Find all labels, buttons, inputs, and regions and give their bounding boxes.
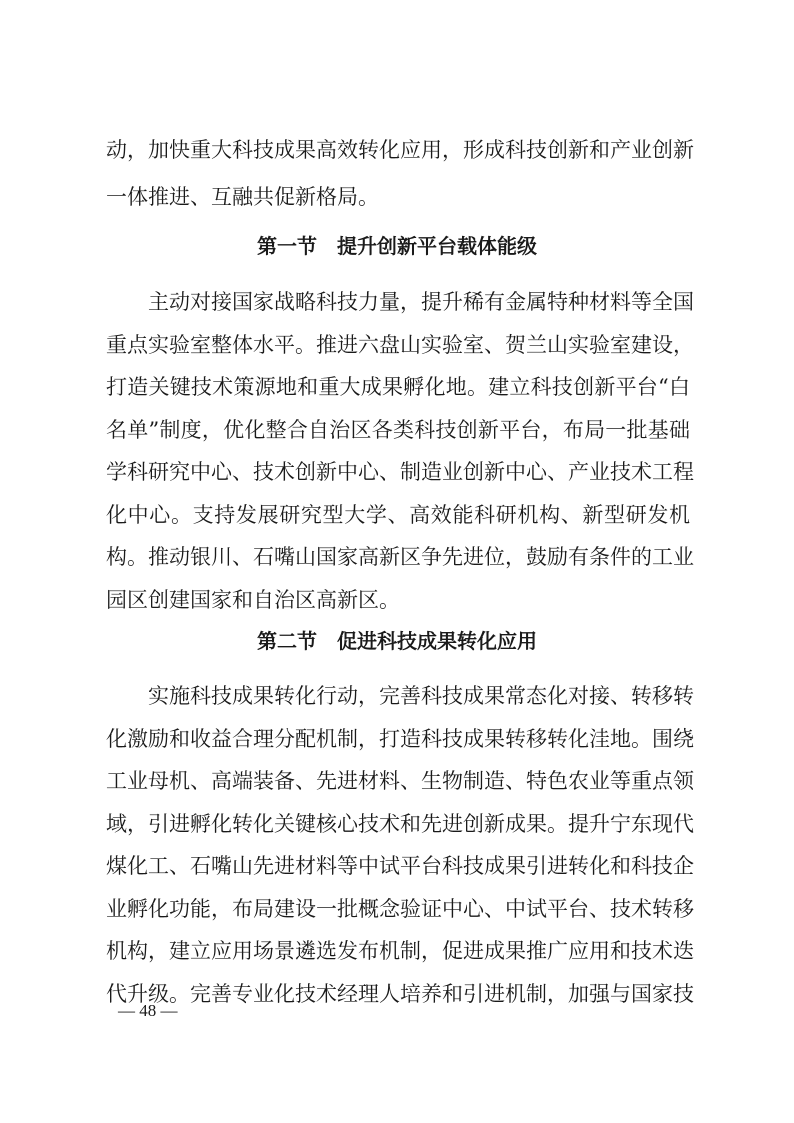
- intro-line: 动，加快重大科技成果高效转化应用，形成科技创新和产业创新: [106, 138, 694, 162]
- paragraph-line: 机构，建立应用场景遴选发布机制，促进成果推广应用和技术迭: [106, 939, 694, 963]
- paragraph-line: 名单”制度，优化整合自治区各类科技创新平台，布局一批基础: [106, 418, 690, 442]
- paragraph-line: 学科研究中心、技术创新中心、制造业创新中心、产业技术工程: [106, 460, 694, 484]
- paragraph-line: 业孵化功能，布局建设一批概念验证中心、中试平台、技术转移: [106, 897, 694, 921]
- section-heading-2: 第二节 促进科技成果转化应用: [257, 629, 537, 653]
- paragraph-line: 域，引进孵化转化关键核心技术和先进创新成果。提升宁东现代: [106, 812, 694, 836]
- paragraph-line: 代升级。完善专业化技术经理人培养和引进机制，加强与国家技: [106, 982, 694, 1006]
- paragraph-line: 重点实验室整体水平。推进六盘山实验室、贺兰山实验室建设，: [106, 333, 694, 357]
- paragraph-line: 工业母机、高端装备、先进材料、生物制造、特色农业等重点领: [106, 769, 694, 793]
- section-heading-1: 第一节 提升创新平台载体能级: [257, 234, 537, 258]
- paragraph-line: 构。推动银川、石嘴山国家高新区争先进位，鼓励有条件的工业: [106, 545, 694, 569]
- paragraph-line: 实施科技成果转化行动，完善科技成果常态化对接、转移转: [106, 684, 694, 708]
- page-number: — 48 —: [118, 1001, 178, 1020]
- intro-line: 一体推进、互融共促新格局。: [106, 185, 379, 209]
- paragraph-line: 园区创建国家和自治区高新区。: [106, 588, 400, 612]
- paragraph-line: 化中心。支持发展研究型大学、高效能科研机构、新型研发机: [106, 503, 690, 527]
- paragraph-line: 打造关键技术策源地和重大成果孵化地。建立科技创新平台“白: [106, 375, 690, 399]
- paragraph-line: 主动对接国家战略科技力量，提升稀有金属特种材料等全国: [106, 290, 694, 314]
- paragraph-line: 化激励和收益合理分配机制，打造科技成果转移转化洼地。围绕: [106, 727, 694, 751]
- paragraph-line: 煤化工、石嘴山先进材料等中试平台科技成果引进转化和科技企: [106, 854, 694, 878]
